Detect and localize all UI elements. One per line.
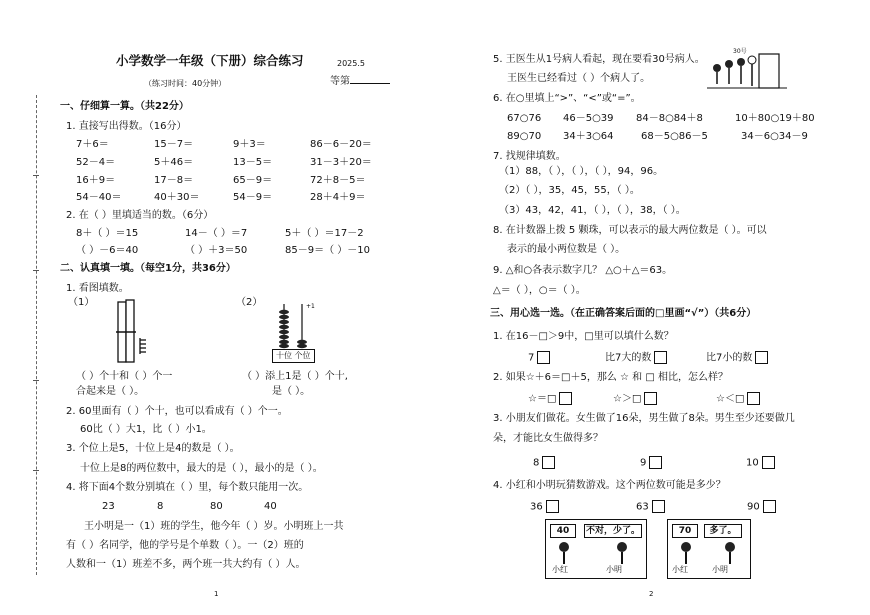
answer-checkbox[interactable] bbox=[763, 500, 776, 513]
pattern-3: （3）43，42，41，（ ），（ ），38，（ ）。 bbox=[499, 205, 686, 216]
choice-option[interactable]: 比7大的数 bbox=[605, 351, 667, 365]
calc-item: 16＋9＝ bbox=[76, 175, 116, 186]
calc-item: 54－40＝ bbox=[76, 192, 122, 203]
answer-checkbox[interactable] bbox=[762, 456, 775, 469]
choice-option[interactable]: 比7小的数 bbox=[706, 351, 768, 365]
choice-3-question-2: 朵，才能比女生做得多？ bbox=[493, 433, 603, 444]
calc-item: 5＋46＝ bbox=[154, 157, 194, 168]
answer-checkbox[interactable] bbox=[747, 392, 760, 405]
fill-item: 14－（ ）＝7 bbox=[185, 228, 248, 239]
choice-option[interactable]: 36 bbox=[530, 500, 559, 514]
picture-2-label: （2） bbox=[236, 297, 263, 308]
choice-option[interactable]: 7 bbox=[528, 351, 550, 365]
q5-text-2: 十位上是8的两位数中，最大的是（ ），最小的是（ ）。 bbox=[80, 463, 323, 474]
number-option: 23 bbox=[102, 501, 115, 512]
calc-item: 9＋3＝ bbox=[233, 139, 266, 150]
calc-item: 13－5＝ bbox=[233, 157, 273, 168]
choice-option[interactable]: ☆＝□ bbox=[528, 392, 572, 406]
fill-item: 8＋（ ）＝15 bbox=[76, 228, 139, 239]
calc-item: 72＋8－5＝ bbox=[310, 175, 366, 186]
answer-line: （ ）添上1是（ ）个十, bbox=[242, 371, 348, 382]
q4-text: 2. 60里面有（ ）个十，也可以看成有（ ）个一。 bbox=[66, 406, 288, 417]
binding-tick bbox=[33, 270, 39, 271]
q8-text-2: 表示的最小两位数是（ ）。 bbox=[507, 244, 626, 255]
calc-item: 15－7＝ bbox=[154, 139, 194, 150]
calc-item: 52－4＝ bbox=[76, 157, 116, 168]
q8-text: 8. 在计数器上拨 5 颗珠，可以表示的最大两位数是（ ）。可以 bbox=[493, 225, 767, 236]
choice-1-question: 1. 在16－□＞9中，□里可以填什么数？ bbox=[493, 331, 674, 342]
answer-line: 合起来是（ ）。 bbox=[76, 386, 145, 397]
choice-3-question: 3. 小朋友们做花。女生做了16朵，男生做了8朵。男生至少还要做几 bbox=[493, 413, 795, 424]
answer-line: （ ）个十和（ ）个一 bbox=[76, 371, 173, 382]
choice-option[interactable]: 90 bbox=[747, 500, 776, 514]
speech-bubble: 多了。 bbox=[704, 524, 742, 538]
compare-item: 46－5○39 bbox=[563, 113, 614, 124]
section-2-heading: 二、认真填一填。（每空1分，共36分） bbox=[60, 263, 236, 274]
fill-item: （ ）－6＝40 bbox=[76, 245, 139, 256]
q5-text: 5. 王医生从1号病人看起，现在要看30号病人。 bbox=[493, 54, 705, 65]
compare-item: 89○70 bbox=[507, 131, 542, 142]
calc-item: 65－9＝ bbox=[233, 175, 273, 186]
choice-4-question: 4. 小红和小明玩猜数游戏。这个两位数可能是多少？ bbox=[493, 480, 726, 491]
q3-text: 1. 看图填数。 bbox=[66, 283, 129, 294]
section-3-heading: 三、用心选一选。（在正确答案后面的□里画“√”）（共6分） bbox=[490, 308, 757, 319]
binding-tick bbox=[33, 175, 39, 176]
answer-checkbox[interactable] bbox=[542, 456, 555, 469]
calc-item: 54－9＝ bbox=[233, 192, 273, 203]
compare-item: 68－5○86－5 bbox=[641, 131, 708, 142]
answer-checkbox[interactable] bbox=[546, 500, 559, 513]
children-figures bbox=[552, 540, 642, 566]
choice-option[interactable]: 63 bbox=[636, 500, 665, 514]
choice-option[interactable]: 10 bbox=[746, 456, 775, 470]
compare-item: 10＋80○19＋80 bbox=[735, 113, 815, 124]
picture-1-label: （1） bbox=[68, 297, 95, 308]
q5-text-2: 王医生已经看过（ ）个病人了。 bbox=[507, 73, 651, 84]
guess-cartoon-2 bbox=[667, 519, 751, 579]
child-name: 小明 bbox=[606, 565, 622, 574]
q6-text: 6. 在○里填上“>”、“<”或“=”。 bbox=[493, 93, 641, 104]
story-line: 有（ ）名同学，他的学号是个单数（ ）。一（2）班的 bbox=[66, 540, 304, 551]
choice-option[interactable]: 8 bbox=[533, 456, 555, 470]
answer-checkbox[interactable] bbox=[654, 351, 667, 364]
calc-item: 17－8＝ bbox=[154, 175, 194, 186]
stick-bundle-image bbox=[110, 298, 160, 368]
compare-item: 67○76 bbox=[507, 113, 542, 124]
grade-label: 等第 bbox=[330, 76, 390, 88]
speech-bubble: 70 bbox=[672, 524, 698, 538]
time-limit: （练习时间：40分钟） bbox=[144, 79, 227, 88]
binding-line bbox=[36, 95, 37, 575]
q6-text: 4. 将下面4个数分别填在（ ）里，每个数只能用一次。 bbox=[66, 482, 309, 493]
speech-bubble: 40 bbox=[550, 524, 576, 538]
date: 2025.5 bbox=[337, 59, 365, 68]
page-title: 小学数学一年级（下册）综合练习 bbox=[116, 53, 304, 68]
q7-text: 7. 找规律填数。 bbox=[493, 151, 566, 162]
binding-tick bbox=[33, 470, 39, 471]
answer-checkbox[interactable] bbox=[755, 351, 768, 364]
section-1-heading: 一、仔细算一算。（共22分） bbox=[60, 101, 189, 112]
fill-item: 85－9＝（ ）－10 bbox=[285, 245, 370, 256]
answer-line: 是（ ）。 bbox=[272, 386, 311, 397]
number-option: 40 bbox=[264, 501, 277, 512]
abacus-label: 十位 个位 bbox=[272, 349, 315, 363]
story-line: 人数和一（1）班差不多，两个班一共大约有（ ）人。 bbox=[66, 559, 306, 570]
clinic-sign: 30号 bbox=[733, 48, 747, 55]
q2-text: 2. 在（ ）里填适当的数。（6分） bbox=[66, 210, 214, 221]
calc-item: 7＋6＝ bbox=[76, 139, 109, 150]
pattern-2: （2）（ ），35，45，55，（ ）。 bbox=[499, 185, 640, 196]
guess-cartoon-1 bbox=[545, 519, 647, 579]
answer-checkbox[interactable] bbox=[644, 392, 657, 405]
answer-checkbox[interactable] bbox=[649, 456, 662, 469]
compare-item: 34＋3○64 bbox=[563, 131, 614, 142]
clinic-queue-image bbox=[707, 46, 787, 94]
choice-option[interactable]: 9 bbox=[640, 456, 662, 470]
number-option: 8 bbox=[157, 501, 164, 512]
page-number: 1 bbox=[214, 590, 219, 598]
q4-text-2: 60比（ ）大1，比（ ）小1。 bbox=[80, 424, 212, 435]
children-figures bbox=[674, 540, 746, 566]
number-option: 80 bbox=[210, 501, 223, 512]
calc-item: 31－3＋20＝ bbox=[310, 157, 372, 168]
pattern-1: （1）88，（ ），（ ），（ ），94，96。 bbox=[499, 166, 664, 177]
compare-item: 84－8○84＋8 bbox=[636, 113, 703, 124]
svg-text:+1: +1 bbox=[306, 303, 315, 310]
answer-checkbox[interactable] bbox=[652, 500, 665, 513]
calc-item: 28＋4＋9＝ bbox=[310, 192, 366, 203]
child-name: 小明 bbox=[712, 565, 728, 574]
q1-text: 1. 直接写出得数。（16分） bbox=[66, 121, 187, 132]
story-line: 王小明是一（1）班的学生，他今年（ ）岁。小明班上一共 bbox=[84, 521, 344, 532]
choice-2-question: 2. 如果☆＋6＝□＋5，那么 ☆ 和 □ 相比，怎么样？ bbox=[493, 372, 728, 383]
fill-item: （ ）＋3＝50 bbox=[185, 245, 248, 256]
binding-tick bbox=[33, 380, 39, 381]
q9-text: 9. △和○各表示数字几？ △○＋△＝63。 bbox=[493, 265, 673, 276]
speech-bubble: 不对，少了。 bbox=[585, 526, 640, 536]
right-page bbox=[435, 0, 870, 615]
calc-item: 40＋30＝ bbox=[154, 192, 200, 203]
q9-text-2: △＝（ ），○＝（ ）。 bbox=[493, 285, 586, 296]
q5-text: 3. 个位上是5，十位上是4的数是（ ）。 bbox=[66, 443, 240, 454]
answer-checkbox[interactable] bbox=[559, 392, 572, 405]
child-name: 小红 bbox=[672, 565, 688, 574]
page-number: 2 bbox=[649, 590, 654, 598]
choice-option[interactable]: ☆＞□ bbox=[613, 392, 657, 406]
calc-item: 86－6－20＝ bbox=[310, 139, 372, 150]
choice-option[interactable]: ☆＜□ bbox=[716, 392, 760, 406]
answer-checkbox[interactable] bbox=[537, 351, 550, 364]
child-name: 小红 bbox=[552, 565, 568, 574]
fill-item: 5＋（ ）＝17－2 bbox=[285, 228, 364, 239]
compare-item: 34－6○34－9 bbox=[741, 131, 808, 142]
